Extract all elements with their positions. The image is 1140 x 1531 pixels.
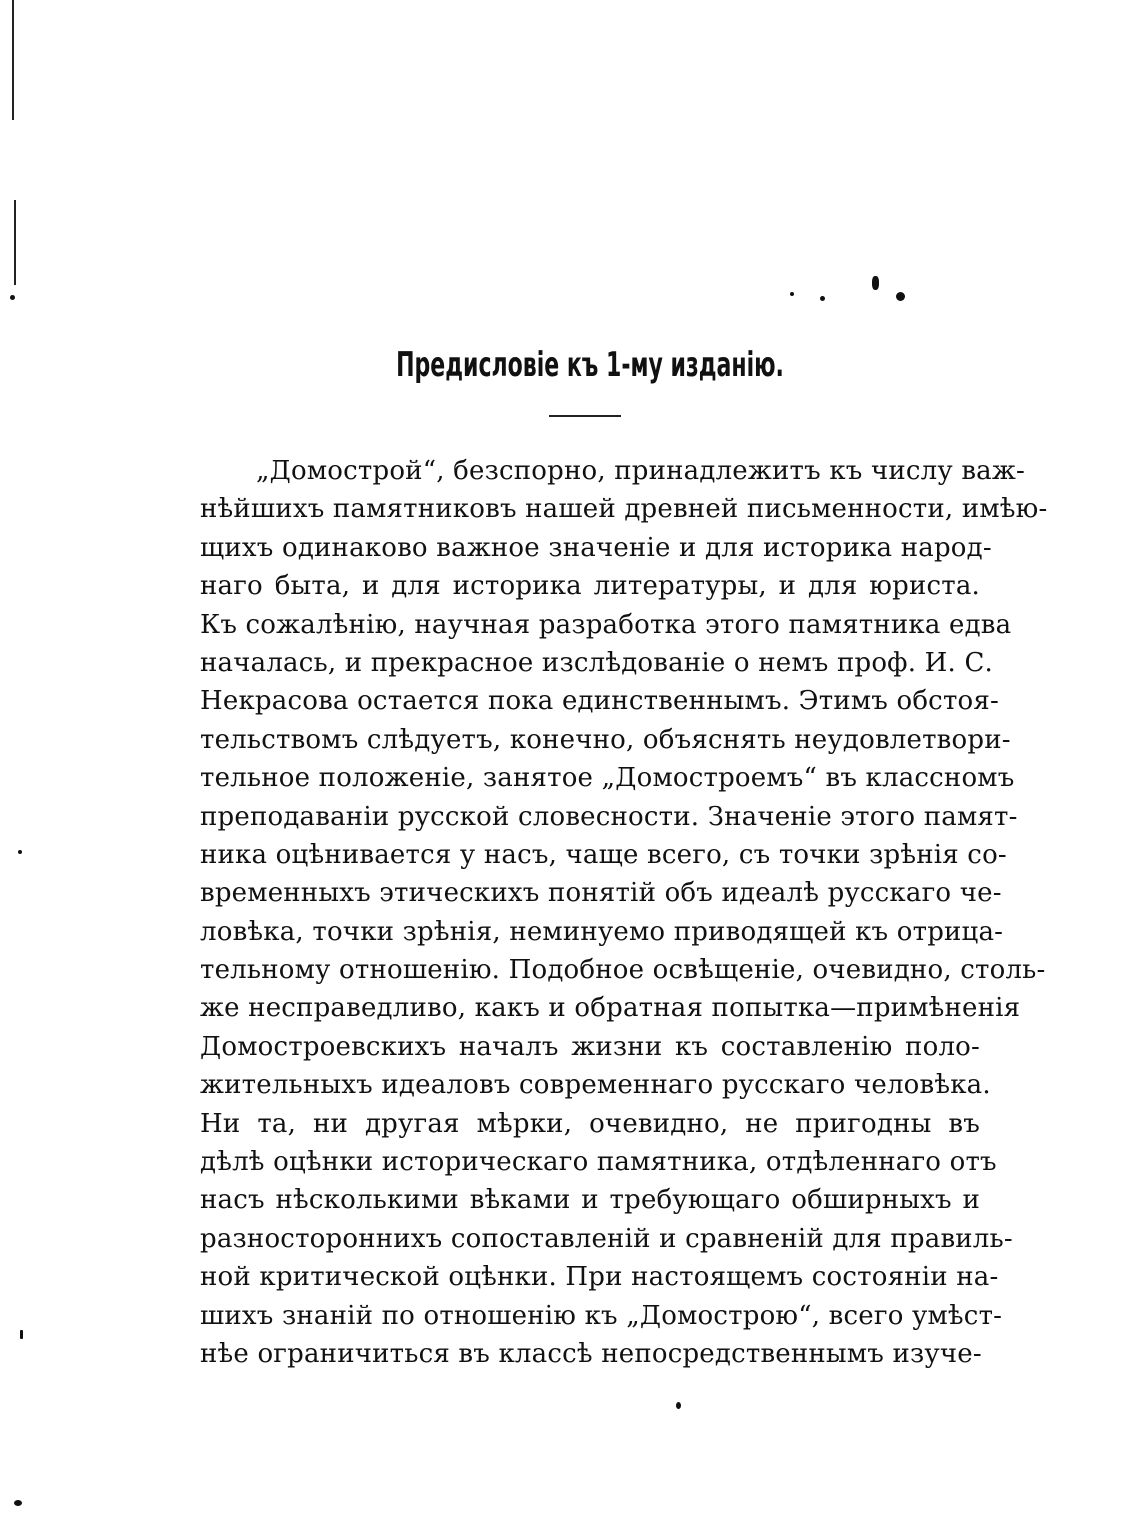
scan-speck — [14, 1500, 22, 1506]
text-line: нѣйшихъ памятниковъ нашей древней письменности, имѣю- — [200, 494, 1048, 525]
text-line: Къ сожалѣнію, научная разработка этого памятника едва — [200, 609, 1012, 640]
text-line: щихъ одинаково важное значеніе и для историка народ- — [200, 532, 992, 563]
text-line: ной критической оцѣнки. При настоящемъ состояніи на- — [200, 1262, 999, 1293]
text-line: „Домострой“, безспорно, принадлежитъ къ числу важ- — [256, 456, 1025, 486]
text-line: тельствомъ слѣдуетъ, конечно, объяснять неудовлетвори- — [200, 724, 1011, 755]
text-line: дѣлѣ оцѣнки историческаго памятника, отдѣленнаго отъ — [200, 1147, 997, 1178]
scan-speck — [20, 1330, 23, 1339]
text-line: ника оцѣнивается у насъ, чаще всего, съ точки зрѣнія со- — [200, 839, 1007, 870]
text-line: разностороннихъ сопоставленій и сравненій для правиль- — [200, 1223, 1013, 1254]
text-line: временныхъ этическихъ понятій объ идеалѣ русскаго че- — [200, 878, 1002, 909]
text-line: Домостроевскихъ началъ жизни къ составленію поло- — [200, 1031, 980, 1062]
text-line: началась, и прекрасное изслѣдованіе о немъ проф. И. С. — [200, 647, 994, 678]
scan-speck — [10, 295, 15, 300]
body-paragraph — [200, 452, 1048, 1373]
text-line: же несправедливо, какъ и обратная попытка—примѣненія — [200, 993, 1021, 1024]
text-line: нѣе ограничиться въ классѣ непосредственнымъ изуче- — [200, 1338, 982, 1369]
text-line: шихъ знаній по отношенію къ „Домострою“, всего умѣст- — [200, 1300, 1003, 1331]
scan-speck — [18, 850, 22, 854]
scan-edge-mark — [12, 0, 14, 120]
scan-speck — [896, 292, 905, 301]
scan-edge-mark — [14, 200, 16, 285]
text-line: жительныхъ идеаловъ современнаго русскаго человѣка. — [200, 1070, 991, 1101]
scan-speck — [820, 296, 825, 301]
scan-speck — [872, 276, 879, 290]
scan-speck — [790, 292, 794, 296]
scan-speck — [676, 1402, 681, 1409]
text-line: преподаваніи русской словесности. Значеніе этого памят- — [200, 801, 1018, 832]
text-line: насъ нѣсколькими вѣками и требующаго обширныхъ и — [200, 1185, 980, 1216]
page-title: Предисловіе къ 1-му изданію. — [396, 345, 784, 385]
title-separator — [549, 415, 621, 417]
text-line: Ни та, ни другая мѣрки, очевидно, не пригодны въ — [200, 1108, 980, 1139]
text-line: ловѣка, точки зрѣнія, неминуемо приводящей къ отрица- — [200, 916, 1004, 947]
text-line: Некрасова остается пока единственнымъ. Этимъ обстоя- — [200, 686, 999, 717]
text-line: тельному отношенію. Подобное освѣщеніе, очевидно, столь- — [200, 955, 1046, 986]
text-line: наго быта, и для историка литературы, и для юриста. — [200, 571, 980, 602]
text-line: тельное положеніе, занятое „Домостроемъ“ въ классномъ — [200, 763, 1015, 794]
